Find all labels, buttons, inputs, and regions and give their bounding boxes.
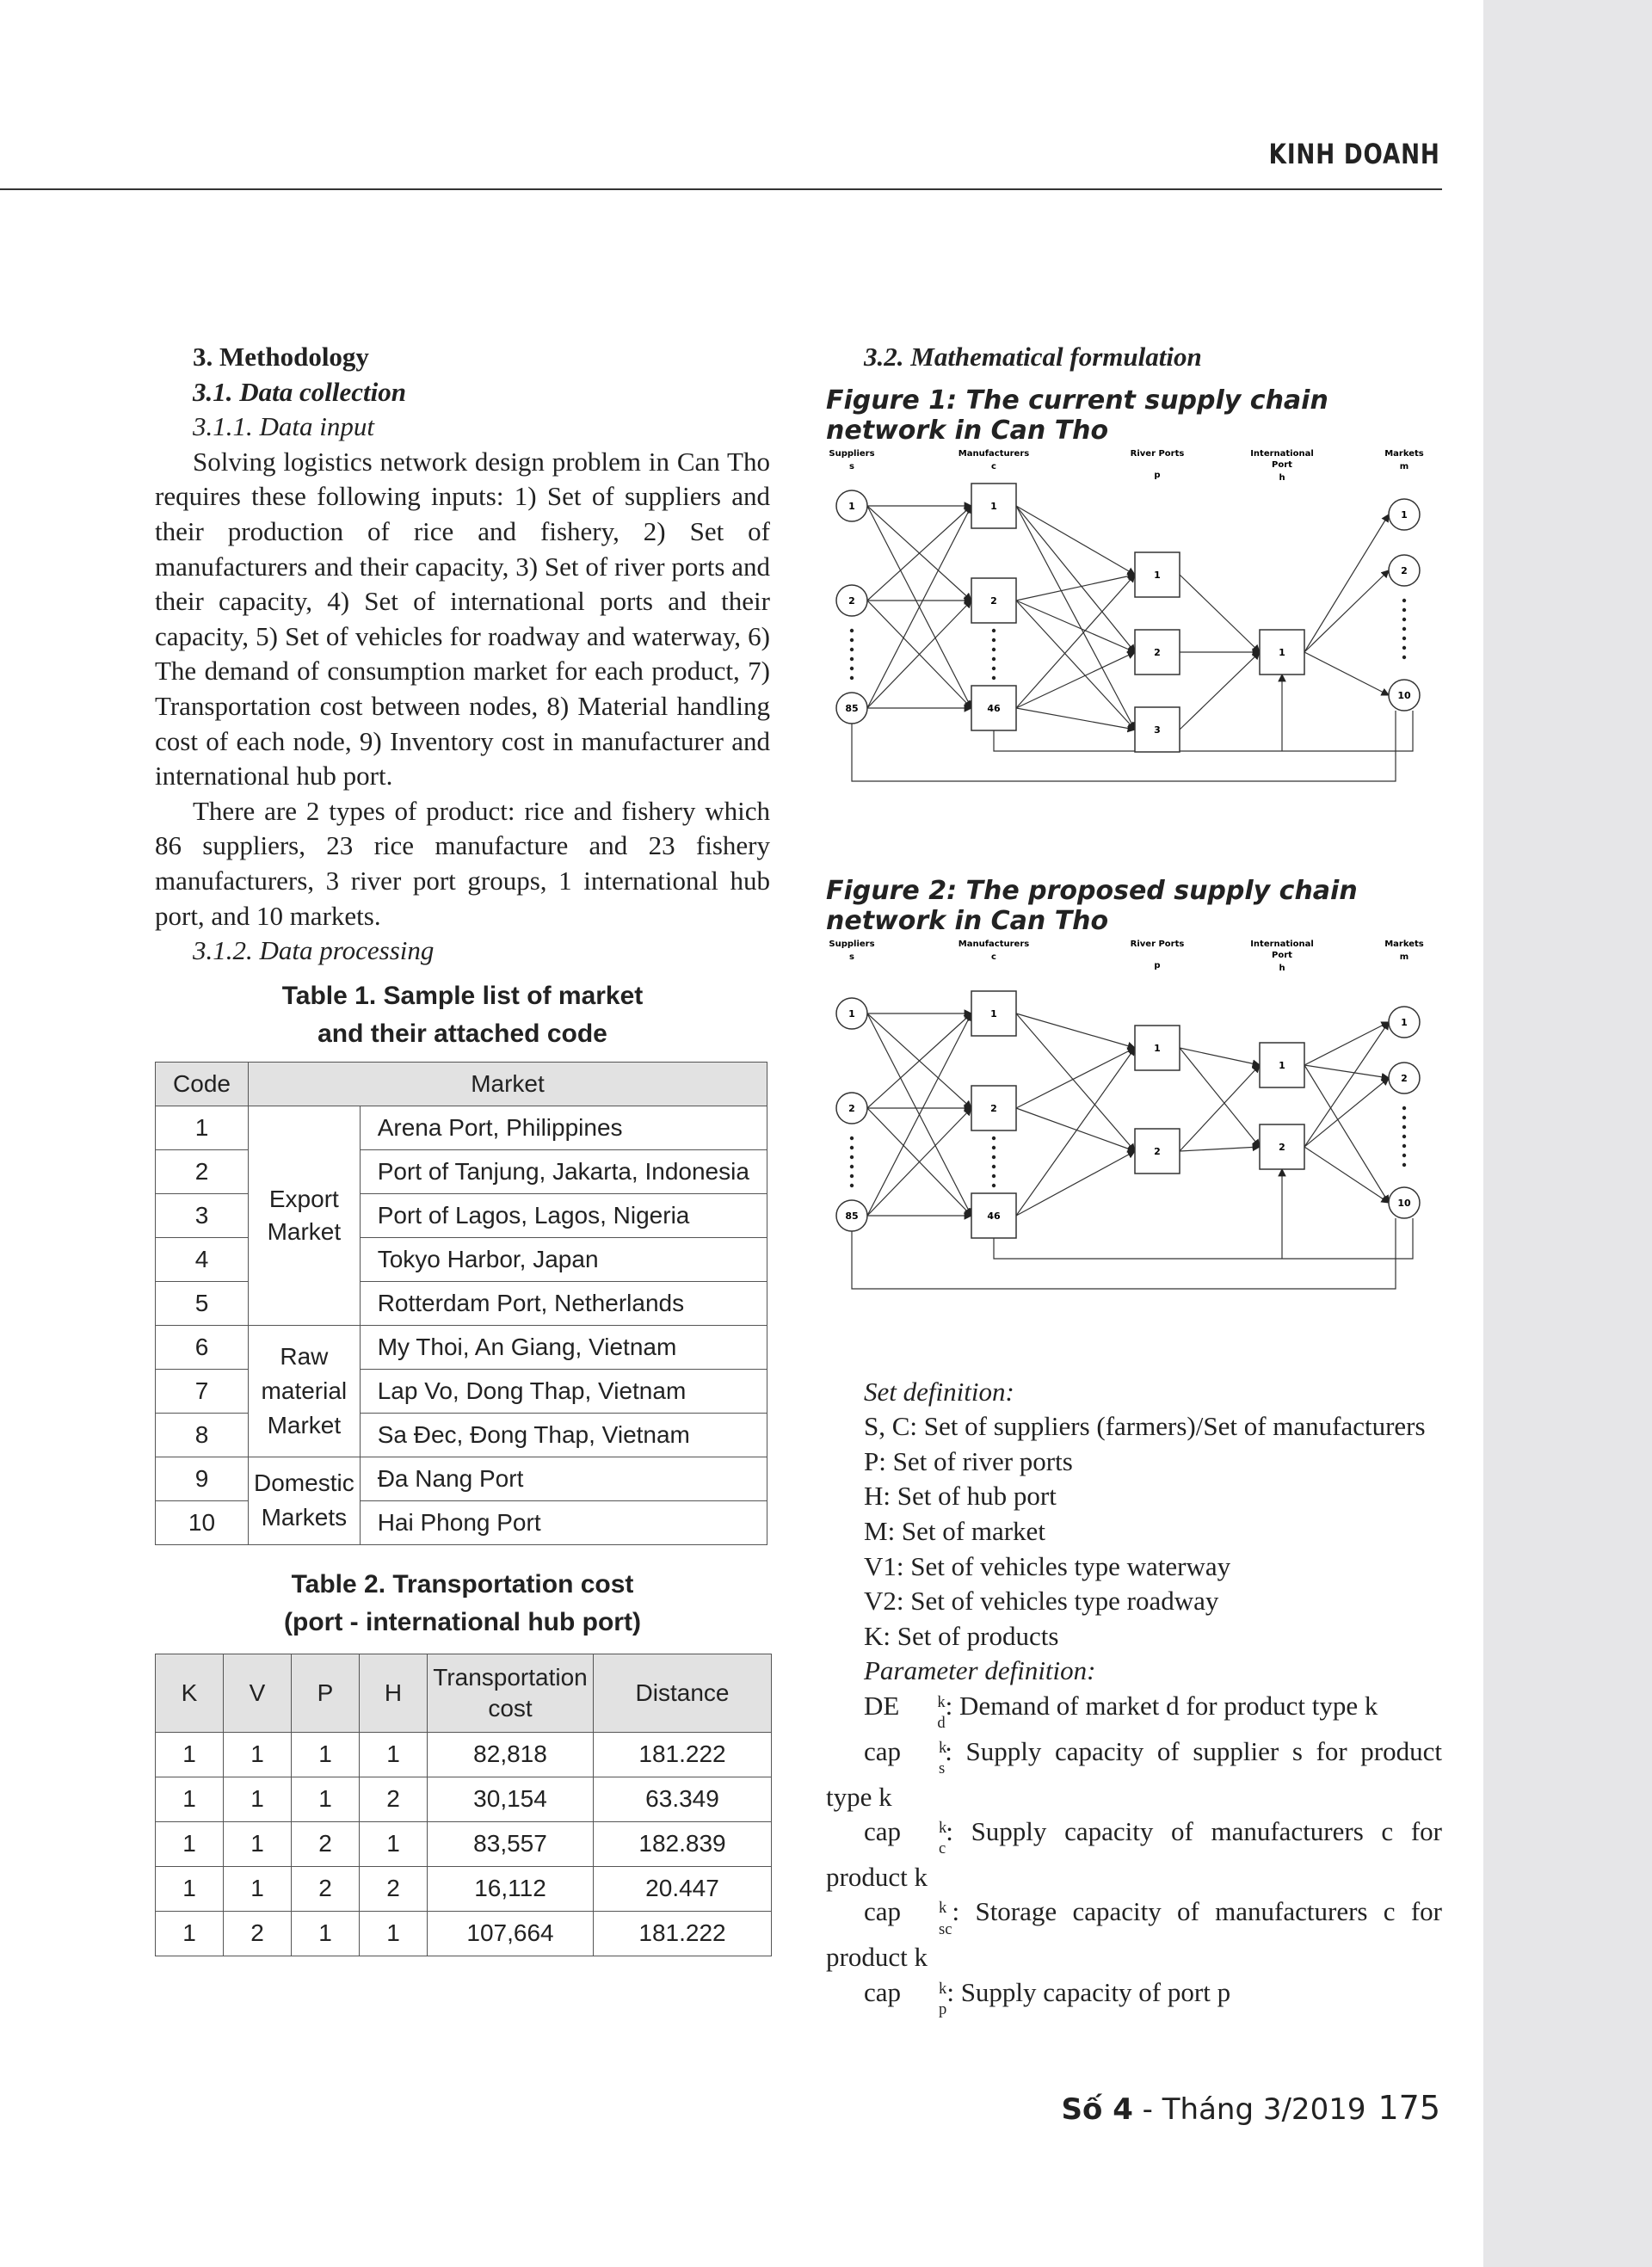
bypass-line	[994, 1218, 1413, 1259]
table2-caption: (port - international hub port)	[284, 1607, 641, 1636]
table-header: Market	[249, 1062, 767, 1106]
group-label-text: material	[261, 1377, 348, 1404]
group-label-text: Market	[267, 1217, 342, 1245]
table-row	[156, 1106, 767, 1149]
node-label: 1	[1154, 1042, 1161, 1054]
paragraph-products: There are 2 types of product: rice and fishery which 86 suppliers, 23 rice manufacture and 23 fishery manufacturers, 3 river port groups, 1 international hub port, and 10 markets.	[155, 795, 770, 931]
ellipsis-dot	[850, 1164, 854, 1167]
node-label: 1	[848, 1007, 855, 1020]
set-definition: H: Set of hub port	[864, 1481, 1057, 1512]
issue-date: - Tháng 3/2019	[1132, 2092, 1366, 2127]
column-symbol: c	[991, 461, 996, 471]
ellipsis-dot	[850, 675, 854, 679]
ellipsis-dot	[992, 1183, 996, 1186]
table-cell: 1	[224, 1777, 292, 1821]
table-cell: Rotterdam Port, Netherlands	[360, 1281, 767, 1325]
table-cell: 2	[224, 1911, 292, 1956]
table-cell: 2	[292, 1866, 360, 1911]
ellipsis-dot	[850, 638, 854, 641]
table-cell: 2	[360, 1866, 428, 1911]
parameter-definition-title: Parameter definition:	[864, 1655, 1096, 1686]
ellipsis-dot	[992, 1145, 996, 1149]
table-row	[156, 1911, 772, 1956]
flow-arrow	[1180, 575, 1260, 652]
ellipsis-dot	[1402, 1106, 1406, 1109]
set-definition-title: Set definition:	[864, 1376, 1014, 1407]
ellipsis-dot	[1402, 1162, 1406, 1166]
node-label: 46	[987, 1210, 1001, 1222]
flow-arrow	[1016, 575, 1135, 708]
table-cell: Port of Lagos, Lagos, Nigeria	[360, 1193, 767, 1237]
column-header: River Ports	[1130, 939, 1185, 949]
column-symbol: m	[1399, 461, 1409, 471]
ellipsis-dot	[850, 1183, 854, 1186]
param-symbol: DE	[864, 1690, 900, 1721]
set-definition: K: Set of products	[864, 1620, 1059, 1651]
flow-arrow	[1304, 1147, 1389, 1203]
ellipsis-dot	[850, 628, 854, 631]
table-cell: 1	[224, 1866, 292, 1911]
figure1-network-diagram	[826, 446, 1442, 824]
group-label-text: Market	[267, 1411, 342, 1438]
table-cell: My Thoi, An Giang, Vietnam	[360, 1325, 767, 1369]
table-cell: 1	[156, 1911, 224, 1956]
table-cell: Lap Vo, Dong Thap, Vietnam	[360, 1369, 767, 1413]
table-cell: 2	[360, 1777, 428, 1821]
node-label: 1	[1279, 646, 1285, 658]
flow-arrow	[1016, 708, 1135, 730]
group-label-text: Export	[268, 1185, 339, 1212]
table-row	[156, 1281, 767, 1325]
group-label-text: Domestic	[254, 1469, 354, 1497]
table-row	[156, 1369, 767, 1413]
flow-arrow	[1016, 1013, 1135, 1048]
set-definition: S, C: Set of suppliers (farmers)/Set of manufacturers	[864, 1411, 1426, 1442]
column-header: Suppliers	[829, 448, 875, 459]
table-cell: 1	[156, 1732, 224, 1777]
table-header-row	[156, 1654, 772, 1732]
parameter-definition	[826, 1814, 1442, 1894]
running-header: KINH DOANH	[1269, 138, 1440, 170]
table-cell: 1	[156, 1866, 224, 1911]
table-row	[156, 1237, 767, 1281]
flow-arrow	[1180, 652, 1260, 730]
param-text: : Demand of market d for product type k	[945, 1690, 1378, 1721]
page-footer	[1062, 2089, 1440, 2127]
parameter-definition	[826, 1734, 1442, 1814]
table-row	[156, 1457, 767, 1500]
param-index	[901, 1975, 946, 2021]
param-superscript: k	[939, 1899, 947, 1918]
table-cell: 83,557	[428, 1821, 594, 1866]
ellipsis-dot	[1402, 655, 1406, 658]
group-label	[249, 1457, 361, 1544]
table-cell: 181.222	[594, 1732, 772, 1777]
param-index	[899, 1689, 945, 1734]
figure2-caption: Figure 2: The proposed supply chain network in Can Tho	[826, 875, 1358, 936]
flow-arrow	[1016, 652, 1135, 708]
node-label: 2	[1401, 564, 1408, 576]
column-header: Port	[1272, 459, 1292, 470]
subsubsection-heading: 3.1.2. Data processing	[193, 935, 435, 966]
flow-arrow	[1016, 1108, 1135, 1151]
table-cell: 30,154	[428, 1777, 594, 1821]
table-cell: Arena Port, Philippines	[360, 1106, 767, 1149]
param-symbol: cap	[864, 1896, 902, 1927]
table-cell: 10	[156, 1500, 249, 1544]
page-number: 175	[1378, 2089, 1440, 2127]
ellipsis-dot	[1402, 1115, 1406, 1118]
group-label	[249, 1106, 361, 1325]
table-cell: Sa Đec, Đong Thap, Vietnam	[360, 1413, 767, 1457]
table-cell: 1	[156, 1821, 224, 1866]
table-cell: 2	[292, 1821, 360, 1866]
table-cell: 1	[360, 1732, 428, 1777]
ellipsis-dot	[1402, 636, 1406, 639]
page-margin-bar	[1483, 0, 1652, 2267]
table-header: Distance	[594, 1654, 772, 1732]
table-header: Code	[156, 1062, 249, 1106]
param-subscript: s	[939, 1759, 946, 1777]
ellipsis-dot	[992, 1174, 996, 1177]
param-symbol: cap	[864, 1735, 902, 1766]
ellipsis-dot	[1402, 607, 1406, 611]
ellipsis-dot	[850, 647, 854, 650]
subsection-heading: 3.2. Mathematical formulation	[864, 342, 1202, 372]
column-symbol: s	[849, 952, 854, 962]
table-row	[156, 1821, 772, 1866]
param-index	[901, 1814, 946, 1860]
table2-caption: Table 2. Transportation cost	[291, 1569, 634, 1599]
ellipsis-dot	[992, 1136, 996, 1139]
node-label: 2	[848, 594, 855, 607]
column-symbol: m	[1399, 952, 1409, 962]
table-cell: 1	[292, 1911, 360, 1956]
table-row	[156, 1193, 767, 1237]
table-header-row	[156, 1062, 767, 1106]
set-definition: M: Set of market	[864, 1515, 1045, 1546]
bypass-line	[852, 1218, 1396, 1289]
table1-caption: and their attached code	[317, 1019, 607, 1048]
flow-arrow	[1180, 1147, 1260, 1151]
param-symbol: cap	[864, 1816, 902, 1847]
table-cell: 20.447	[594, 1866, 772, 1911]
node-label: 2	[1154, 1145, 1161, 1157]
table-cell: 1	[224, 1732, 292, 1777]
table-cell: 16,112	[428, 1866, 594, 1911]
table-row	[156, 1413, 767, 1457]
table-cell: 63.349	[594, 1777, 772, 1821]
table-row	[156, 1325, 767, 1369]
set-definition: V1: Set of vehicles type waterway	[864, 1550, 1231, 1581]
table-cell: 1	[292, 1732, 360, 1777]
param-superscript: k	[939, 1819, 947, 1838]
paragraph-inputs: Solving logistics network design problem in Can Tho requires these following inputs: 1) Set of suppliers and their production of rice and fishery, 2) Set of manufacturers and their capacity, 3) Set of river ports and their capacity, 4) Set of international ports and their capacity, 5) Set of vehicles for roadway and waterway, 6) The demand of consumption market for each product, 7) Transportation cost between nodes, 8) Material handling cost of each node, 9) Inventory cost in manufacturer and international hub port.	[155, 446, 770, 792]
node-label: 1	[848, 500, 855, 512]
table-cell: 5	[156, 1281, 249, 1325]
param-text: : Supply capacity of supplier s for product type k	[826, 1735, 1442, 1812]
table-row	[156, 1149, 767, 1193]
param-subscript: d	[937, 1714, 946, 1733]
ellipsis-dot	[992, 1155, 996, 1158]
table-cell: Port of Tanjung, Jakarta, Indonesia	[360, 1149, 767, 1193]
flow-arrow	[1180, 1065, 1260, 1151]
ellipsis-dot	[850, 1145, 854, 1149]
column-header: Markets	[1384, 939, 1424, 949]
table-cell: 7	[156, 1369, 249, 1413]
node-label: 10	[1397, 1197, 1411, 1209]
table-cell: 1	[360, 1911, 428, 1956]
table-cell: 1	[224, 1821, 292, 1866]
parameter-definition	[826, 1975, 1442, 2021]
column-header: Suppliers	[829, 939, 875, 949]
parameter-definition	[826, 1689, 1442, 1734]
ellipsis-dot	[992, 1164, 996, 1167]
column-header: Markets	[1384, 448, 1424, 459]
node-label: 85	[845, 1210, 859, 1222]
node-label: 2	[1401, 1072, 1408, 1084]
bypass-line	[994, 711, 1413, 751]
column-symbol: h	[1279, 472, 1285, 483]
param-subscript: c	[939, 1839, 946, 1858]
ellipsis-dot	[850, 1155, 854, 1158]
section-heading: 3. Methodology	[193, 342, 369, 372]
market-table	[155, 1062, 767, 1545]
flow-arrow	[1016, 1013, 1135, 1151]
table-cell: Đa Nang Port	[360, 1457, 767, 1500]
ellipsis-dot	[850, 656, 854, 660]
table-cell: Tokyo Harbor, Japan	[360, 1237, 767, 1281]
flow-arrow	[1016, 601, 1135, 730]
param-index	[901, 1734, 945, 1780]
param-text: : Storage capacity of manufacturers c for product k	[826, 1896, 1442, 1973]
set-definition: V2: Set of vehicles type roadway	[864, 1586, 1219, 1617]
ellipsis-dot	[1402, 645, 1406, 649]
flow-arrow	[1304, 1078, 1389, 1147]
node-label: 1	[1401, 1016, 1408, 1028]
subsection-heading: 3.1. Data collection	[193, 376, 406, 407]
ellipsis-dot	[992, 638, 996, 641]
issue-number: Số 4	[1061, 2092, 1133, 2127]
header-rule	[0, 188, 1442, 190]
flow-arrow	[1016, 601, 1135, 652]
param-superscript: k	[939, 1738, 947, 1757]
table-header: Transportation cost	[428, 1654, 594, 1732]
node-label: 10	[1397, 689, 1411, 701]
table1-caption: Table 1. Sample list of market	[281, 981, 644, 1010]
figure2-network-diagram	[826, 936, 1442, 1340]
ellipsis-dot	[1402, 626, 1406, 630]
table-cell: 107,664	[428, 1911, 594, 1956]
flow-arrow	[1304, 1022, 1389, 1147]
column-header: Manufacturers	[958, 939, 1030, 949]
column-header: Manufacturers	[958, 448, 1030, 459]
table-cell: 181.222	[594, 1911, 772, 1956]
transport-cost-table	[155, 1654, 772, 1956]
ellipsis-dot	[992, 666, 996, 669]
ellipsis-dot	[1402, 617, 1406, 620]
flow-arrow	[1304, 652, 1389, 695]
column-symbol: s	[849, 461, 854, 471]
param-index	[901, 1894, 952, 1940]
table-row	[156, 1777, 772, 1821]
column-header: International	[1250, 939, 1314, 949]
ellipsis-dot	[1402, 1143, 1406, 1147]
flow-arrow	[1016, 506, 1135, 730]
set-definition: P: Set of river ports	[864, 1445, 1073, 1476]
table-cell: 1	[156, 1106, 249, 1149]
left-column	[155, 340, 770, 1956]
column-symbol: c	[991, 952, 996, 962]
ellipsis-dot	[850, 1174, 854, 1177]
column-symbol: p	[1154, 470, 1161, 480]
figure1-caption: Figure 1: The current supply chain network in Can Tho	[826, 385, 1328, 446]
ellipsis-dot	[992, 628, 996, 631]
table-cell: 182.839	[594, 1821, 772, 1866]
ellipsis-dot	[1402, 598, 1406, 601]
flow-arrow	[1016, 1151, 1135, 1216]
bypass-line	[852, 711, 1396, 781]
table-header: P	[292, 1654, 360, 1732]
param-text: : Supply capacity of port p	[946, 1976, 1231, 2007]
node-label: 2	[1154, 646, 1161, 658]
node-label: 1	[990, 500, 997, 512]
right-column	[826, 340, 1442, 2021]
ellipsis-dot	[1402, 1153, 1406, 1156]
column-header: River Ports	[1130, 448, 1185, 459]
node-label: 1	[1279, 1059, 1285, 1071]
param-superscript: k	[937, 1692, 946, 1711]
node-label: 2	[1279, 1141, 1285, 1153]
node-label: 3	[1154, 724, 1161, 736]
table-cell: 1	[156, 1777, 224, 1821]
flow-arrow	[1016, 1048, 1135, 1216]
param-subscript: sc	[939, 1919, 952, 1938]
table-cell: 3	[156, 1193, 249, 1237]
table-row	[156, 1732, 772, 1777]
table-cell: 82,818	[428, 1732, 594, 1777]
column-header: International	[1250, 448, 1314, 459]
table-cell: 9	[156, 1457, 249, 1500]
ellipsis-dot	[1402, 1134, 1406, 1137]
flow-arrow	[1304, 1065, 1389, 1203]
table-cell: 6	[156, 1325, 249, 1369]
table-cell: 4	[156, 1237, 249, 1281]
ellipsis-dot	[992, 675, 996, 679]
node-label: 46	[987, 702, 1001, 714]
param-subscript: p	[939, 2000, 947, 2019]
param-superscript: k	[939, 1979, 947, 1998]
column-symbol: h	[1279, 963, 1285, 973]
param-symbol: cap	[864, 1976, 902, 2007]
group-label	[249, 1325, 361, 1457]
table-header: V	[224, 1654, 292, 1732]
node-label: 1	[1154, 569, 1161, 581]
ellipsis-dot	[992, 647, 996, 650]
group-label-text: Raw	[280, 1342, 329, 1370]
table-cell: 1	[360, 1821, 428, 1866]
column-symbol: p	[1154, 960, 1161, 970]
table-row	[156, 1500, 767, 1544]
ellipsis-dot	[992, 656, 996, 660]
table-row	[156, 1866, 772, 1911]
table-header: K	[156, 1654, 224, 1732]
ellipsis-dot	[1402, 1124, 1406, 1128]
ellipsis-dot	[850, 666, 854, 669]
flow-arrow	[1304, 1065, 1389, 1078]
ellipsis-dot	[850, 1136, 854, 1139]
table-cell: 8	[156, 1413, 249, 1457]
table-cell: Hai Phong Port	[360, 1500, 767, 1544]
parameter-definition	[826, 1894, 1442, 1974]
subsubsection-heading: 3.1.1. Data input	[193, 411, 374, 442]
node-label: 85	[845, 702, 859, 714]
table-header: H	[360, 1654, 428, 1732]
node-label: 1	[1401, 508, 1408, 521]
node-label: 2	[990, 1102, 997, 1114]
node-label: 2	[848, 1102, 855, 1114]
flow-arrow	[1016, 1048, 1135, 1108]
flow-arrow	[1304, 1022, 1389, 1065]
param-text: : Supply capacity of manufacturers c for product k	[826, 1816, 1442, 1892]
node-label: 1	[990, 1007, 997, 1020]
column-header: Port	[1272, 950, 1292, 960]
group-label-text: Markets	[261, 1504, 348, 1531]
node-label: 2	[990, 594, 997, 607]
table-cell: 1	[292, 1777, 360, 1821]
table-cell: 2	[156, 1149, 249, 1193]
